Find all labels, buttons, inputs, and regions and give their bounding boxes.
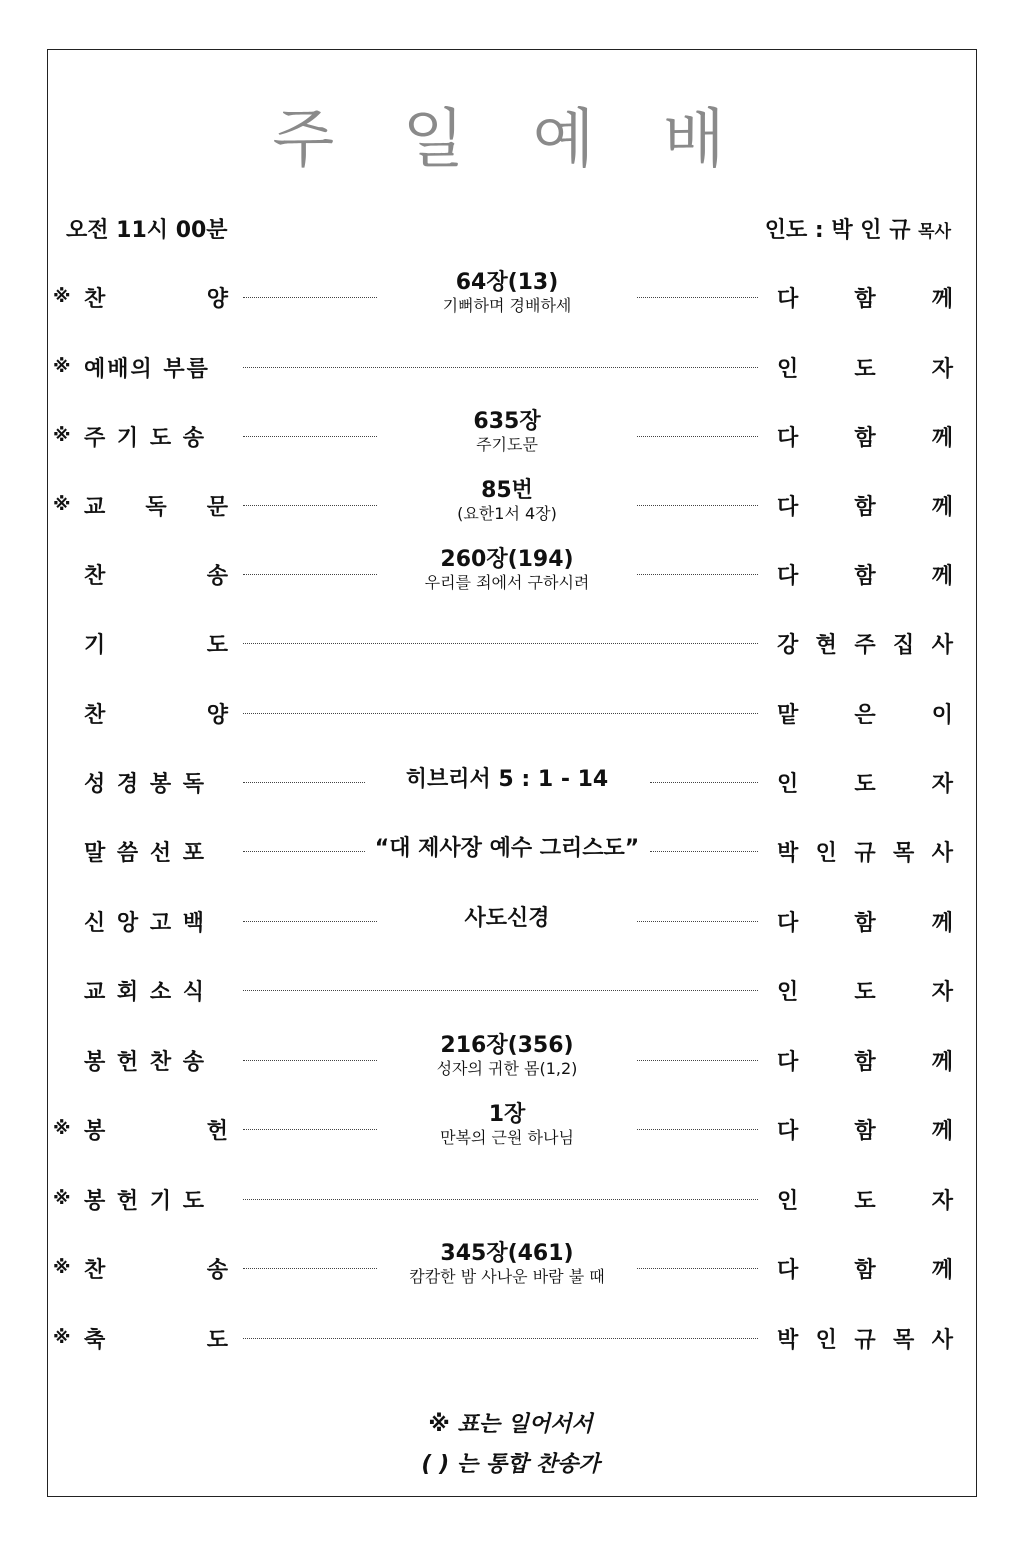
item-detail-sub: (요한1서 4장) [457, 504, 557, 523]
dotted-leader [243, 1268, 377, 1269]
item-label: 교 회 소 식 [84, 980, 206, 1005]
page-title: 주 일 예 배 [272, 103, 749, 177]
item-leader [777, 1253, 953, 1284]
item-label [84, 1114, 228, 1145]
dotted-leader [243, 1338, 758, 1339]
dotted-leader [243, 505, 377, 506]
item-detail-main: 사도신경 [464, 906, 550, 931]
item-label-char: 축 [84, 1328, 106, 1353]
leader-name: 인도 : 박 인 규 [764, 218, 911, 243]
worship-item [0, 684, 1021, 744]
item-leader-char: 주 [854, 633, 876, 658]
item-detail-sub: 주기도문 [476, 435, 538, 454]
item-detail [300, 1239, 714, 1287]
item-leader-char: 께 [931, 911, 953, 936]
item-leader [777, 559, 953, 590]
item-leader-char: 께 [931, 564, 953, 589]
worship-item [0, 614, 1021, 674]
item-detail-main: 64장(13) [455, 270, 559, 295]
item-label-char: 헌 [206, 1119, 228, 1144]
item-label-char: 도 [206, 633, 228, 658]
standing-mark: ※ [53, 1327, 71, 1348]
dotted-leader [243, 643, 758, 644]
item-detail-sub: 기뻐하며 경배하세 [442, 296, 572, 315]
standing-mark: ※ [53, 1257, 71, 1278]
item-leader-char: 박 [777, 841, 799, 866]
item-label: 말 씀 선 포 [84, 841, 206, 866]
item-leader-char: 강 [777, 633, 799, 658]
item-leader-char: 사 [931, 633, 953, 658]
worship-item [0, 822, 1021, 882]
worship-item [0, 407, 1021, 467]
worship-item [0, 892, 1021, 952]
item-leader-char: 다 [777, 911, 799, 936]
item-detail [300, 545, 714, 593]
item-leader [777, 282, 953, 313]
item-leader-char: 함 [854, 911, 876, 936]
worship-item [0, 1100, 1021, 1160]
standing-mark: ※ [53, 356, 71, 377]
item-detail-main: 635장 [473, 409, 541, 434]
item-leader [777, 1323, 953, 1354]
item-leader-char: 인 [777, 357, 799, 382]
dotted-leader [243, 1129, 377, 1130]
dotted-leader [637, 921, 758, 922]
standing-mark: ※ [53, 1118, 71, 1139]
item-detail-main: 216장(356) [440, 1033, 574, 1058]
item-detail [300, 407, 714, 455]
item-leader-char: 함 [854, 426, 876, 451]
item-leader-char: 다 [777, 1258, 799, 1283]
dotted-leader [243, 921, 377, 922]
item-leader [777, 1114, 953, 1145]
item-leader-char: 께 [931, 495, 953, 520]
item-label-char: 송 [206, 564, 228, 589]
item-detail [300, 1031, 714, 1079]
item-detail-main: 260장(194) [440, 547, 574, 572]
item-leader-char: 인 [777, 1189, 799, 1214]
dotted-leader [650, 851, 759, 852]
item-leader-char: 규 [854, 841, 876, 866]
worship-item [0, 961, 1021, 1021]
item-label [84, 559, 228, 590]
item-label-char: 양 [206, 703, 228, 728]
item-label-char: 봉 [84, 1119, 106, 1144]
item-label-char: 찬 [84, 1258, 106, 1283]
item-label [84, 282, 228, 313]
leader-title: 목사 [918, 222, 951, 242]
item-leader [777, 767, 953, 798]
item-leader-char: 다 [777, 1119, 799, 1144]
item-leader-char: 도 [854, 980, 876, 1005]
item-detail [300, 1100, 714, 1148]
item-label: 봉 헌 기 도 [84, 1189, 206, 1214]
item-detail-sub: 만복의 근원 하나님 [440, 1128, 574, 1147]
item-detail-main: “대 제사장 예수 그리스도” [374, 836, 640, 861]
worship-item [0, 476, 1021, 536]
item-detail-main: 1장 [488, 1102, 526, 1127]
item-leader-char: 사 [931, 841, 953, 866]
item-leader-char: 께 [931, 426, 953, 451]
item-leader [777, 1184, 953, 1215]
dotted-leader [243, 367, 758, 368]
dotted-leader [637, 1268, 758, 1269]
item-leader-char: 자 [931, 357, 953, 382]
item-label: 봉 헌 찬 송 [84, 1050, 206, 1075]
item-label [84, 490, 228, 521]
dotted-leader [637, 1129, 758, 1130]
item-leader-char: 인 [815, 841, 837, 866]
footer-note-hymnal: ( ) 는 통합 찬송가 [421, 1452, 600, 1477]
item-leader-char: 도 [854, 772, 876, 797]
item-detail [300, 892, 714, 932]
item-label-char: 문 [206, 495, 228, 520]
item-leader-char: 함 [854, 495, 876, 520]
dotted-leader [243, 782, 365, 783]
worship-item [0, 753, 1021, 813]
item-leader-char: 도 [854, 1189, 876, 1214]
worship-item [0, 1309, 1021, 1369]
dotted-leader [243, 1199, 758, 1200]
item-leader-char: 함 [854, 287, 876, 312]
item-label-char: 송 [206, 1258, 228, 1283]
worship-item [0, 338, 1021, 398]
standing-mark: ※ [53, 1188, 71, 1209]
item-label-char: 기 [84, 633, 106, 658]
dotted-leader [637, 574, 758, 575]
item-leader-char: 자 [931, 772, 953, 797]
dotted-leader [243, 713, 758, 714]
dotted-leader [243, 1060, 377, 1061]
dotted-leader [637, 505, 758, 506]
item-leader-char: 이 [931, 703, 953, 728]
dotted-leader [637, 436, 758, 437]
item-leader-char: 인 [815, 1328, 837, 1353]
item-detail-sub: 성자의 귀한 몸(1,2) [436, 1059, 578, 1078]
item-detail [300, 822, 714, 862]
item-leader-char: 께 [931, 1119, 953, 1144]
worship-item [0, 1239, 1021, 1299]
item-label [84, 698, 228, 729]
dotted-leader [243, 990, 758, 991]
item-leader-char: 함 [854, 1050, 876, 1075]
dotted-leader [637, 1060, 758, 1061]
item-leader-char: 자 [931, 1189, 953, 1214]
item-leader-char: 맡 [777, 703, 799, 728]
item-label-char: 양 [206, 287, 228, 312]
item-label: 예배의 부름 [84, 357, 210, 382]
dotted-leader [243, 574, 377, 575]
item-label [84, 1323, 228, 1354]
item-detail [300, 753, 714, 793]
item-detail-main: 85번 [481, 478, 533, 503]
item-label-char: 도 [206, 1328, 228, 1353]
item-leader [777, 698, 953, 729]
item-leader-char: 함 [854, 1258, 876, 1283]
item-leader-char: 집 [893, 633, 915, 658]
item-detail [300, 476, 714, 524]
worship-item [0, 268, 1021, 328]
item-label: 주 기 도 송 [84, 426, 206, 451]
item-label-char: 찬 [84, 564, 106, 589]
item-leader-char: 목 [893, 1328, 915, 1353]
item-label: 신 앙 고 백 [84, 911, 206, 936]
item-leader-char: 자 [931, 980, 953, 1005]
item-label [84, 1253, 228, 1284]
item-leader-char: 은 [854, 703, 876, 728]
item-leader [777, 421, 953, 452]
service-leader [765, 213, 951, 244]
item-leader-char: 도 [854, 357, 876, 382]
item-leader-char: 목 [893, 841, 915, 866]
dotted-leader [637, 297, 758, 298]
item-leader [777, 628, 953, 659]
service-time: 오전 11시 00분 [66, 218, 228, 243]
item-label-char: 교 [84, 495, 106, 520]
dotted-leader [650, 782, 759, 783]
item-leader-char: 께 [931, 287, 953, 312]
footer-note-standing: ※ 표는 일어서서 [428, 1412, 593, 1437]
standing-mark: ※ [53, 494, 71, 515]
worship-item [0, 1170, 1021, 1230]
item-leader [777, 975, 953, 1006]
dotted-leader [243, 297, 377, 298]
item-detail-sub: 우리를 죄에서 구하시려 [424, 573, 590, 592]
item-label [84, 628, 228, 659]
item-leader-char: 함 [854, 1119, 876, 1144]
item-leader-char: 인 [777, 772, 799, 797]
item-leader [777, 352, 953, 383]
item-leader-char: 께 [931, 1258, 953, 1283]
item-detail-main: 345장(461) [440, 1241, 574, 1266]
item-leader-char: 규 [854, 1328, 876, 1353]
item-leader-char: 인 [777, 980, 799, 1005]
item-leader-char: 함 [854, 564, 876, 589]
item-label-char: 독 [145, 495, 167, 520]
item-leader-char: 다 [777, 495, 799, 520]
worship-item [0, 1031, 1021, 1091]
worship-item [0, 545, 1021, 605]
dotted-leader [243, 436, 377, 437]
item-leader-char: 사 [931, 1328, 953, 1353]
standing-mark: ※ [53, 286, 71, 307]
item-leader-char: 다 [777, 426, 799, 451]
item-label: 성 경 봉 독 [84, 772, 206, 797]
item-leader-char: 다 [777, 287, 799, 312]
item-leader-char: 다 [777, 564, 799, 589]
item-leader-char: 현 [815, 633, 837, 658]
item-leader-char: 께 [931, 1050, 953, 1075]
item-leader [777, 906, 953, 937]
item-leader [777, 490, 953, 521]
item-leader [777, 836, 953, 867]
item-detail-main: 히브리서 5 : 1 - 14 [405, 767, 609, 792]
item-leader-char: 박 [777, 1328, 799, 1353]
item-leader [777, 1045, 953, 1076]
standing-mark: ※ [53, 425, 71, 446]
item-detail-sub: 캄캄한 밤 사나운 바람 불 때 [409, 1267, 605, 1286]
item-leader-char: 다 [777, 1050, 799, 1075]
item-label-char: 찬 [84, 287, 106, 312]
item-label-char: 찬 [84, 703, 106, 728]
dotted-leader [243, 851, 365, 852]
item-detail [300, 268, 714, 316]
